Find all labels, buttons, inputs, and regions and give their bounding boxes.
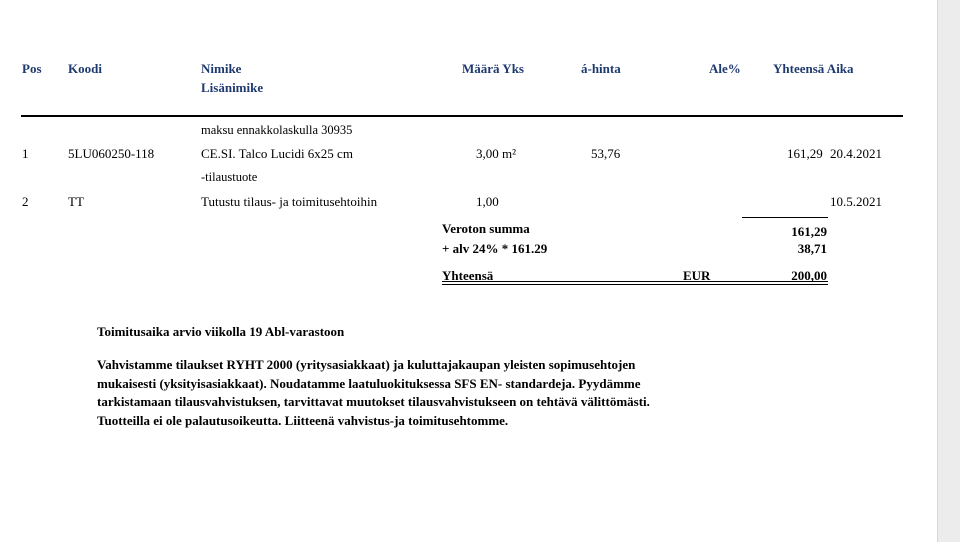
veroton-label: Veroton summa [442, 221, 530, 236]
header-nimike: Nimike [201, 61, 242, 76]
row1-aika: 20.4.2021 [830, 146, 882, 161]
terms-paragraph [97, 356, 757, 430]
row1-yhteensa: 161,29 [787, 146, 823, 161]
row2-koodi: TT [68, 194, 84, 209]
veroton-value: 161,29 [791, 224, 827, 239]
total-label: Yhteensä [442, 268, 494, 283]
viewer-scroll-gutter[interactable] [937, 0, 960, 542]
row2-nimike: Tutustu tilaus- ja toimitusehtoihin [201, 194, 378, 209]
row1-pos: 1 [22, 146, 29, 161]
total-currency: EUR [683, 268, 711, 283]
terms-line: Vahvistamme tilaukset RYHT 2000 (yritysasiakkaat) ja kuluttajakaupan yleisten sopimusehtojen [97, 357, 636, 372]
row1-a-hinta: 53,76 [591, 146, 621, 161]
row1-note-above: maksu ennakkolaskulla 30935 [201, 123, 353, 137]
terms-line: mukaisesti (yksityisasiakkaat). Noudatamme laatuluokituksessa SFS EN- standardeja. Pyydämme [97, 375, 641, 391]
header-pos: Pos [22, 61, 42, 76]
delivery-note: Toimitusaika arvio viikolla 19 Abl-varastoon [97, 324, 345, 339]
header-divider [21, 115, 903, 117]
row1-maara: 3,00 m² [476, 146, 517, 161]
row2-pos: 2 [22, 194, 29, 209]
header-a-hinta: á-hinta [581, 61, 621, 76]
terms-line: Tuotteilla ei ole palautusoikeutta. Liitteenä vahvistus-ja toimitusehtomme. [97, 412, 509, 428]
terms-line: tarkistamaan tilausvahvistuksen, tarvittavat muutokset tilausvahvistukseen on tehtävä välittömästi. [97, 394, 650, 409]
row1-note-below: -tilaustuote [201, 170, 258, 184]
header-yhteensa-aika: Yhteensä Aika [773, 61, 854, 76]
total-underline-1 [442, 281, 828, 282]
header-lisanimike: Lisänimike [201, 80, 264, 95]
subtotal-divider [742, 217, 828, 218]
row1-nimike: CE.SI. Talco Lucidi 6x25 cm [201, 146, 353, 161]
total-underline-2 [442, 284, 828, 285]
total-value: 200,00 [791, 268, 827, 283]
alv-label: + alv 24% * 161.29 [442, 241, 548, 256]
row2-aika: 10.5.2021 [830, 194, 882, 209]
alv-value: 38,71 [797, 241, 827, 256]
row2-maara: 1,00 [476, 194, 499, 209]
header-maara-yks: Määrä Yks [462, 61, 524, 76]
header-koodi: Koodi [68, 61, 102, 76]
row1-koodi: 5LU060250-118 [68, 146, 155, 161]
header-ale: Ale% [709, 61, 741, 76]
